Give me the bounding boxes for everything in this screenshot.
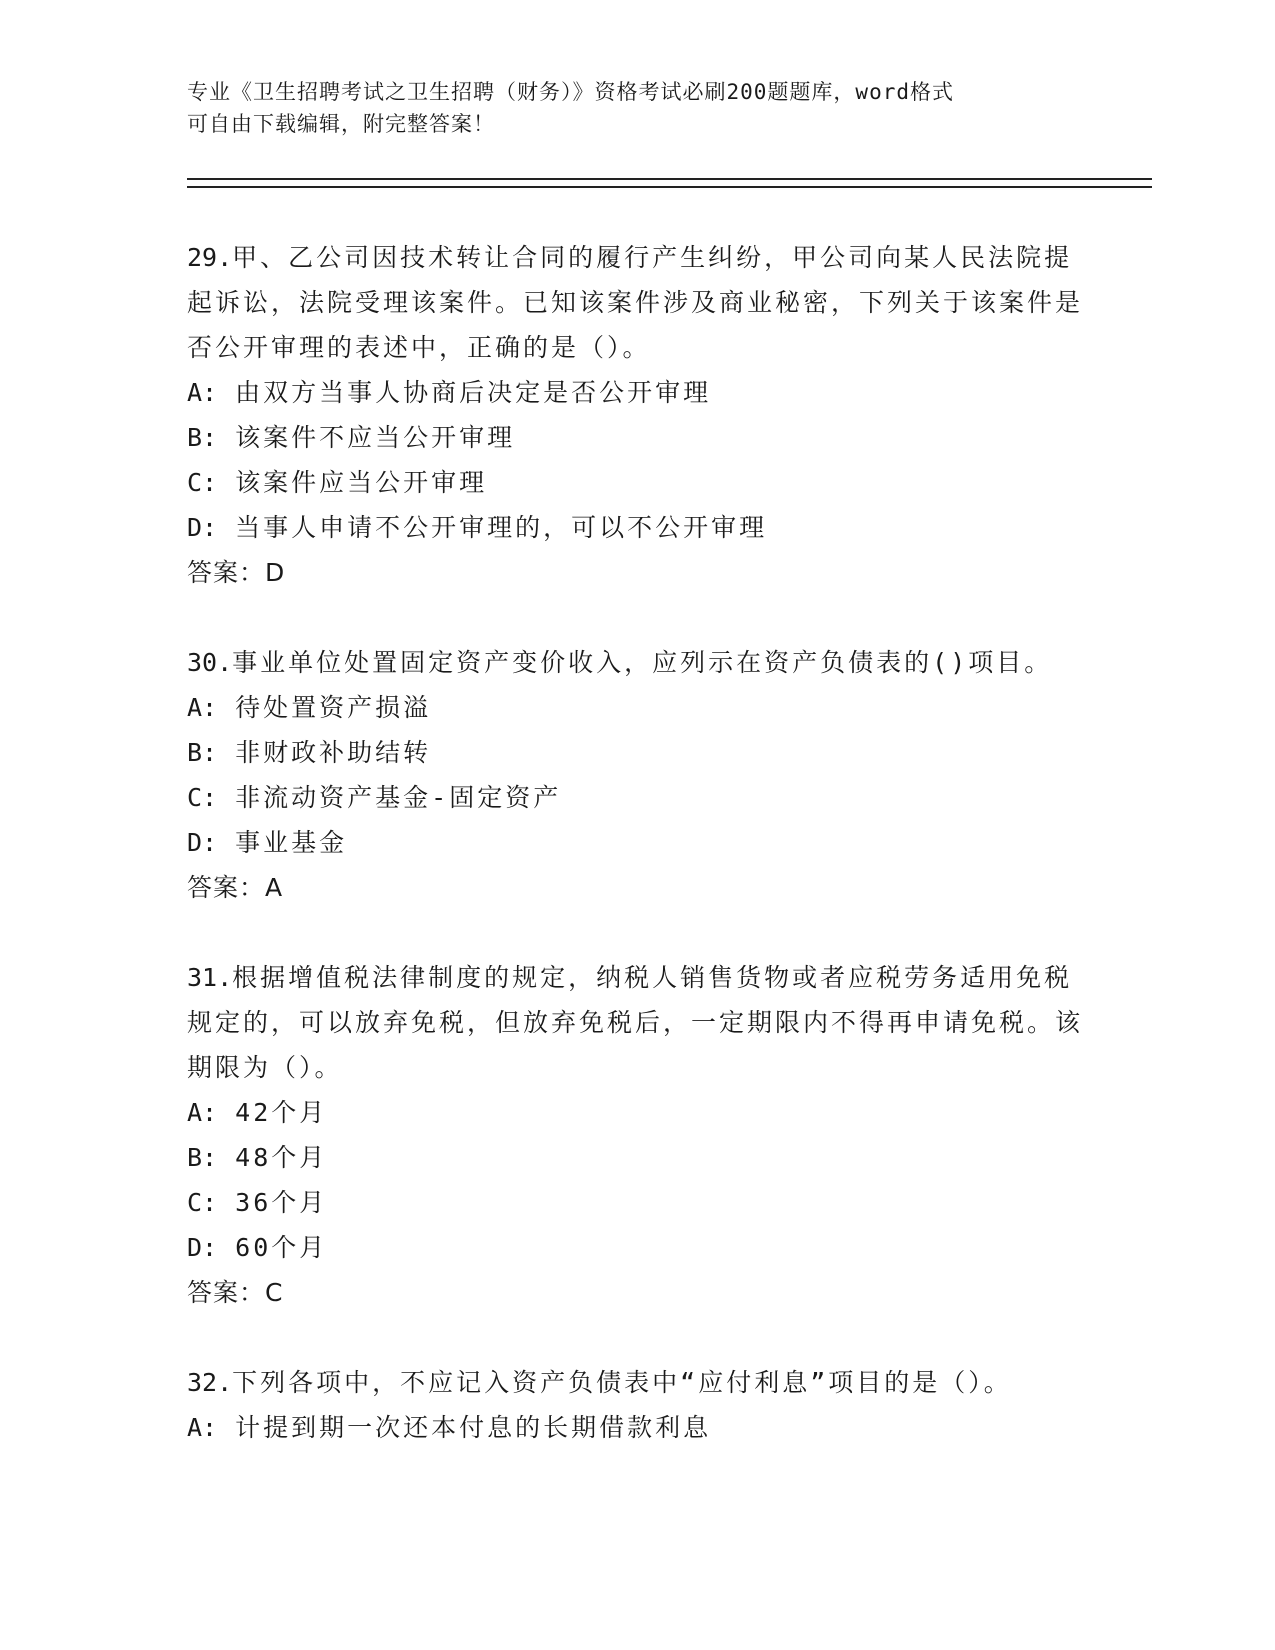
option-text: 非流动资产基金-固定资产	[235, 783, 562, 812]
question-text: 下列各项中，不应记入资产负债表中“应付利息”项目的是（）。	[232, 1368, 1012, 1397]
question-list	[187, 235, 1087, 1495]
option-text: 42个月	[235, 1098, 328, 1127]
header-line-2: 可自由下载编辑，附完整答案！	[187, 112, 495, 136]
option-letter: D:	[187, 1233, 218, 1262]
option-letter: A:	[187, 1413, 218, 1442]
option-text: 该案件不应当公开审理	[235, 423, 516, 452]
option-letter: A:	[187, 1098, 218, 1127]
option-d	[187, 1225, 1087, 1270]
option-b	[187, 730, 1087, 775]
option-letter: B:	[187, 423, 218, 452]
answer-line: 答案：A	[187, 873, 284, 902]
option-text: 待处置资产损溢	[235, 693, 432, 722]
question-number: 30.	[187, 648, 233, 677]
question-31	[187, 955, 1087, 1315]
question-29	[187, 235, 1087, 595]
option-a	[187, 685, 1087, 730]
question-text: 事业单位处置固定资产变价收入，应列示在资产负债表的()项目。	[232, 648, 1053, 677]
option-b	[187, 1135, 1087, 1180]
option-letter: B:	[187, 1143, 218, 1172]
option-a	[187, 1090, 1087, 1135]
option-letter: A:	[187, 693, 218, 722]
option-text: 当事人申请不公开审理的，可以不公开审理	[235, 513, 768, 542]
option-b	[187, 415, 1087, 460]
question-text: 根据增值税法律制度的规定，纳税人销售货物或者应税劳务适用免税规定的，可以放弃免税，但放弃免税后，一定期限内不得再申请免税。该期限为（）。	[187, 963, 1084, 1082]
option-c	[187, 1180, 1087, 1225]
option-c	[187, 460, 1087, 505]
option-text: 计提到期一次还本付息的长期借款利息	[235, 1413, 712, 1442]
option-c	[187, 775, 1087, 820]
option-a	[187, 370, 1087, 415]
option-letter: B:	[187, 738, 218, 767]
option-letter: C:	[187, 1188, 218, 1217]
option-letter: C:	[187, 783, 218, 812]
header-double-rule	[187, 178, 1152, 188]
question-number: 32.	[187, 1368, 233, 1397]
question-number: 31.	[187, 963, 233, 992]
option-text: 48个月	[235, 1143, 328, 1172]
question-text: 甲、乙公司因技术转让合同的履行产生纠纷，甲公司向某人民法院提起诉讼，法院受理该案件。已知该案件涉及商业秘密，下列关于该案件是否公开审理的表述中，正确的是（）。	[187, 243, 1084, 362]
option-letter: D:	[187, 828, 218, 857]
option-letter: C:	[187, 468, 218, 497]
option-text: 36个月	[235, 1188, 328, 1217]
option-a	[187, 1405, 1087, 1450]
option-d	[187, 505, 1087, 550]
option-text: 非财政补助结转	[235, 738, 432, 767]
question-number: 29.	[187, 243, 233, 272]
option-text: 由双方当事人协商后决定是否公开审理	[235, 378, 712, 407]
option-text: 该案件应当公开审理	[235, 468, 488, 497]
option-text: 事业基金	[235, 828, 348, 857]
option-text: 60个月	[235, 1233, 328, 1262]
option-letter: D:	[187, 513, 218, 542]
question-30	[187, 640, 1087, 910]
answer-line: 答案：D	[187, 558, 286, 587]
option-d	[187, 820, 1087, 865]
question-32	[187, 1360, 1087, 1450]
answer-line: 答案：C	[187, 1278, 284, 1307]
option-letter: A:	[187, 378, 218, 407]
document-header	[187, 76, 1087, 140]
header-line-1: 专业《卫生招聘考试之卫生招聘（财务）》资格考试必刷200题题库，word格式	[187, 80, 954, 104]
